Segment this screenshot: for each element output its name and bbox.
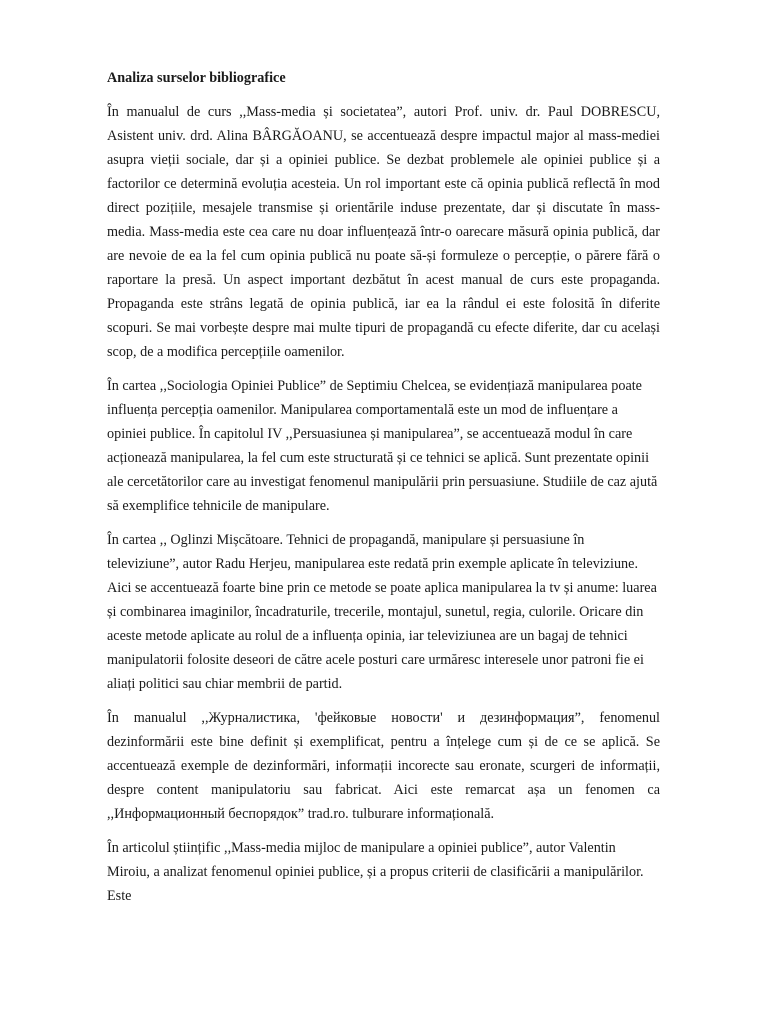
paragraph-miroiu: În articolul științific ,,Mass-media mijloc de manipulare a opiniei publice”, autor Valentin Miroiu, a analizat fenomenul opiniei publice, și a propus criterii de clasificării a manipulărilor. Este bbox=[107, 840, 644, 904]
paragraph-chelcea: În cartea ,,Sociologia Opiniei Publice” de Septimiu Chelcea, se evidențiază manipularea poate influența percepția oamenilor. Manipularea comportamentală este un mod de influențare a opiniei publice. În capitolul IV ,,Persuasiunea și manipularea”, se accentuează modul în care acționează manipularea, la fel cum este structurată și ce tehnici se aplică. Sunt prezentate opinii ale cercetătorilor care au investigat fenomenul manipulării prin persuasiune. Studiile de caz ajută să exemplifice tehnicile de manipulare. bbox=[107, 378, 658, 514]
document-title: Analiza surselor bibliografice bbox=[107, 70, 286, 86]
paragraph-dezinformare: În manualul ,,Журналистика, 'фейковые новости' и дезинформация”, fenomenul dezinformării este bine definit și exemplificat, pentru a înțelege cum și de ce se aplică. Se accentuează exemple de dezinformări, informații incorecte sau eronate, scurgeri de informații, despre content manipulatoriu sau fabricat. Aici este remarcat așa un fenomen ca ,,Информационный беспорядок” trad.ro. tulburare informațională. bbox=[107, 710, 660, 822]
document-page bbox=[107, 66, 660, 918]
paragraph-dobrescu: În manualul de curs ,,Mass-media și societatea”, autori Prof. univ. dr. Paul DOBRESCU, Asistent univ. drd. Alina BÂRGĂOANU, se accentuează despre impactul major al mass-mediei asupra vieții sociale, dar și a opiniei publice. Se dezbat problemele ale opiniei publice și a factorilor ce determină evoluția acesteia. Un rol important este că opinia publică reflectă în mod direct pozițiile, mesajele transmise și orientările induse prezentate, dar și discutate în mass-media. Mass-media este cea care nu doar influențează într-o oarecare măsură opinia publică, dar are nevoie de ea la fel cum opinia publică nu poate să-și formuleze o percepție, o părere fără o raportare la presă. Un aspect important dezbătut în acest manual de curs este propaganda. Propaganda este strâns legată de opinia publică, iar ea la rândul ei este folosită în diferite scopuri. Se mai vorbește despre mai multe tipuri de propagandă cu efecte diferite, dar cu același scop, de a modifica percepțiile oamenilor. bbox=[107, 104, 660, 360]
paragraph-herjeu: În cartea ,, Oglinzi Mișcătoare. Tehnici de propagandă, manipulare și persuasiune în televiziune”, autor Radu Herjeu, manipularea este redată prin exemple aplicate în televiziune. Aici se accentuează foarte bine prin ce metode se poate aplica manipularea la tv și anume: luarea și combinarea imaginilor, încadraturile, trecerile, montajul, sunetul, regia, culorile. Oricare din aceste metode aplicate au rolul de a influența opinia, iar televiziunea are un bagaj de tehnici manipulatorii folosite deseori de către acele posturi care urmăresc interesele unor patroni fie ei aliați politici sau chiar membrii de partid. bbox=[107, 532, 657, 692]
